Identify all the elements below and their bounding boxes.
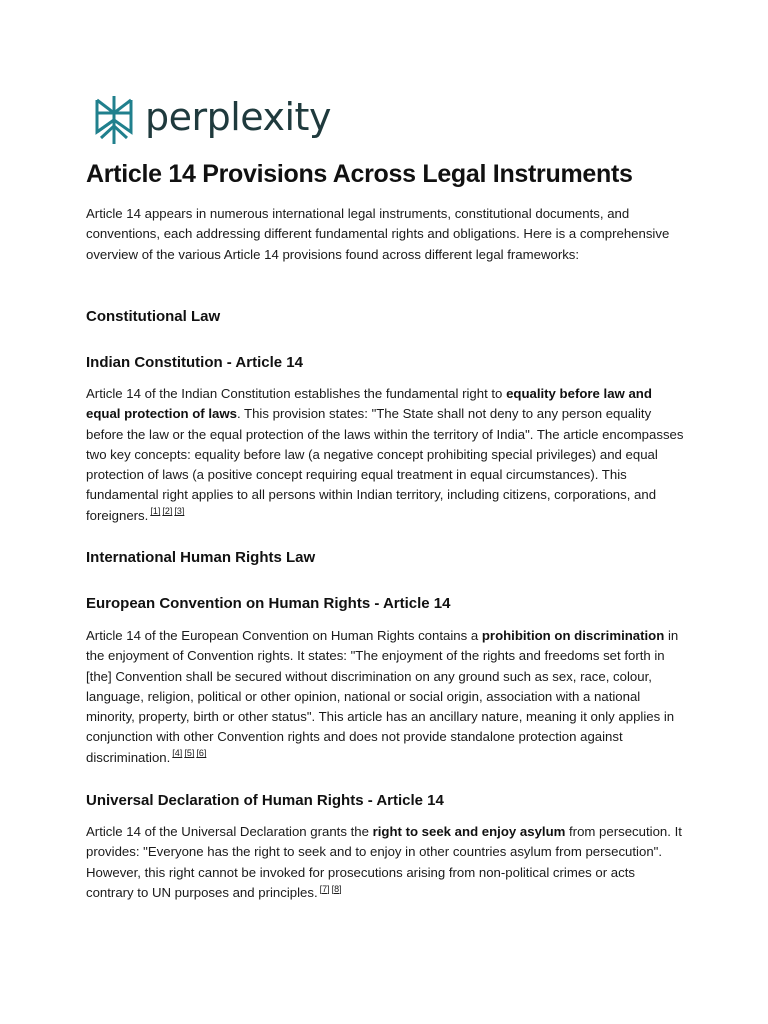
emphasis-text: prohibition on discrimination: [481, 628, 665, 643]
echr-paragraph: [86, 626, 686, 768]
page-title: Article 14 Provisions Across Legal Instruments: [86, 160, 633, 188]
subsection-heading-udhr: Universal Declaration of Human Rights - Article 14: [86, 792, 444, 809]
paragraph-text: Article 14 of the Universal Declaration grants the: [86, 824, 373, 839]
emphasis-text: right to seek and enjoy asylum: [372, 824, 566, 839]
citation-link[interactable]: [6]: [196, 748, 207, 759]
paragraph-text: . This provision states: "The State shall not deny to any person equality before the law or the equal protection of the laws within the territory of India". The article encompasses two key concepts: equality before law (a negative concept prohibiting special privileges) and equal protection of laws (a positive concept requiring equal treatment in equal circumstances). This fundamental right applies to all persons within Indian territory, including citizens, corporations, and foreigners.: [86, 406, 684, 523]
section-heading-international: International Human Rights Law: [86, 549, 316, 566]
brand-name: perplexity: [145, 95, 331, 139]
citation-link[interactable]: [5]: [184, 748, 195, 759]
perplexity-logo-icon: [93, 94, 135, 146]
emphasis-text: equality before law and equal protection of laws: [86, 386, 652, 422]
citation-link[interactable]: [8]: [331, 883, 342, 894]
citation-link[interactable]: [2]: [162, 506, 173, 517]
paragraph-text: Article 14 of the Indian Constitution establishes the fundamental right to: [86, 386, 507, 401]
subsection-heading-indian-constitution: Indian Constitution - Article 14: [86, 354, 303, 371]
citation-link[interactable]: [3]: [174, 506, 185, 517]
citation-link[interactable]: [1]: [150, 506, 161, 517]
section-heading-constitutional: Constitutional Law: [86, 308, 221, 325]
paragraph-text: Article 14 of the European Convention on Human Rights contains a: [86, 628, 482, 643]
citation-link[interactable]: [4]: [172, 748, 183, 759]
perplexity-logo: [93, 94, 331, 146]
intro-paragraph: Article 14 appears in numerous international legal instruments, constitutional documents, and conventions, each addressing different fundamental rights and obligations. Here is a comprehensive overview of the various Article 14 provisions found across different legal frameworks:: [86, 206, 670, 262]
indian-constitution-paragraph: [86, 384, 686, 526]
citation-link[interactable]: [7]: [319, 883, 330, 894]
paragraph-text: in the enjoyment of Convention rights. It states: "The enjoyment of the rights and freedoms set forth in [the] Convention shall be secured without discrimination on any ground such as sex, race, colour, language, religion, political or other opinion, national or social origin, association with a national minority, property, birth or other status". This article has an ancillary nature, meaning it only applies in conjunction with other Convention rights and does not provide standalone protection against discrimination.: [86, 628, 679, 765]
subsection-heading-echr: European Convention on Human Rights - Article 14: [86, 595, 451, 612]
udhr-paragraph: [86, 822, 686, 903]
paragraph-text: from persecution. It provides: "Everyone has the right to seek and to enjoy in other countries asylum from persecution". However, this right cannot be invoked for prosecutions arising from non-political crimes or acts contrary to UN purposes and principles.: [86, 824, 682, 900]
